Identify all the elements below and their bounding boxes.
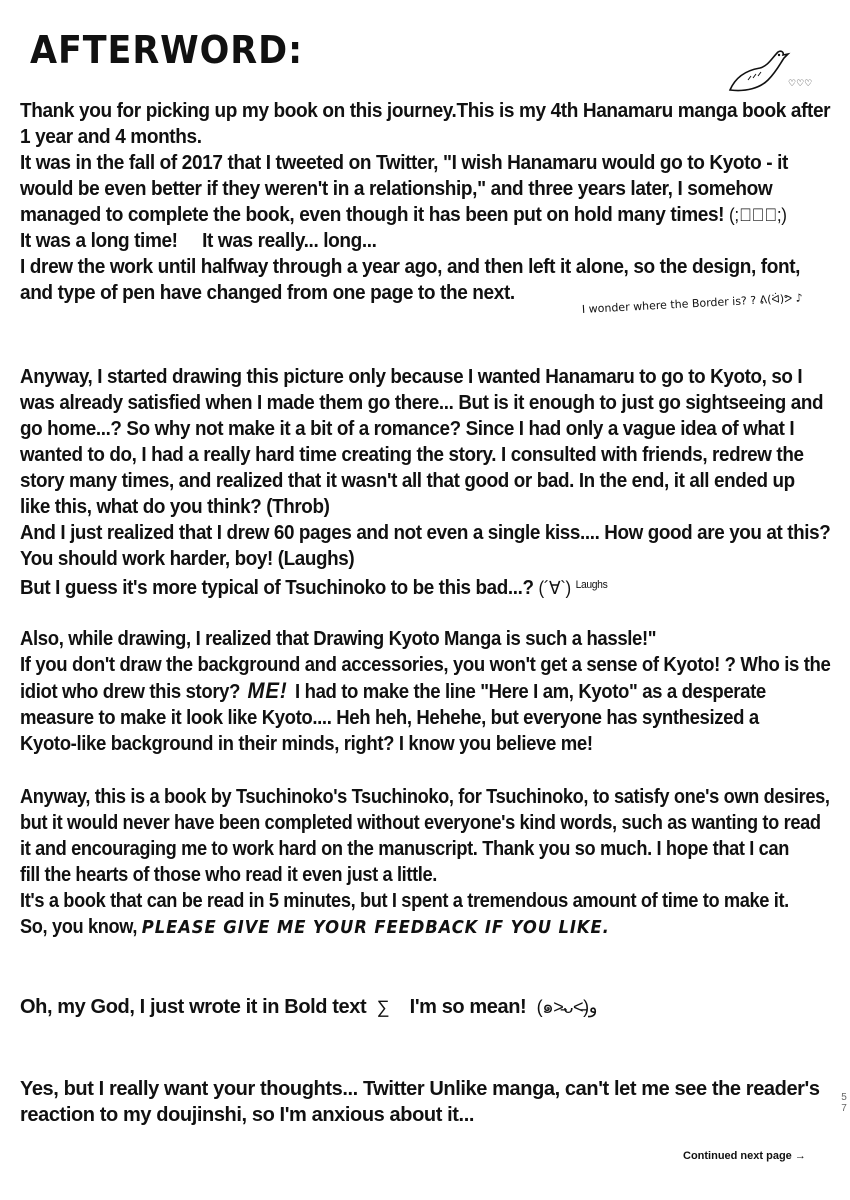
text-line: 1 year and 4 months. (20, 126, 202, 148)
kaomoji: ∑ (376, 997, 390, 1017)
text-line: But I guess it's more typical of Tsuchinoko to be this bad...? (´∀`) $^{Laughs}$ (20, 577, 608, 599)
text-line: story many times, and realized that it wasn't all that good or bad. In the end, it all ended up (20, 470, 795, 492)
feedback-request: PLEASE GIVE ME YOUR FEEDBACK IF YOU LIKE. (141, 917, 610, 938)
text-line: If you don't draw the background and accessories, you won't get a sense of Kyoto! ? Who is the (20, 654, 831, 676)
text-line: And I just realized that I drew 60 pages and not even a single kiss.... How good are you at this? (20, 522, 831, 544)
text-line: Also, while drawing, I realized that Drawing Kyoto Manga is such a hassle!" (20, 628, 657, 650)
margin-note: I wonder where the Border is? ? ᕕ(ᐛ)ᕗ ♪ (581, 291, 803, 316)
text-line: reaction to my doujinshi, so I'm anxious about it... (20, 1104, 475, 1126)
text-line: would be even better if they weren't in a relationship," and three years later, I somehow (20, 178, 773, 200)
text-line: It was a long time! It was really... long... (20, 230, 377, 252)
me-exclamation: ME! (247, 678, 288, 703)
paragraph-bold-joke (20, 994, 825, 1020)
svg-text:♡♡♡: ♡♡♡ (788, 79, 813, 89)
text-line: Yes, but I really want your thoughts... Twitter Unlike manga, can't let me see the reader's (20, 1078, 820, 1100)
text-line: I drew the work until halfway through a year ago, and then left it alone, so the design, font, (20, 256, 801, 278)
text-line: fill the hearts of those who read it even just a little. (20, 864, 437, 886)
text-line: You should work harder, boy! (Laughs) (20, 548, 355, 570)
text-line: wanted to do, I had a really hard time creating the story. I consulted with friends, redrew the (20, 444, 804, 466)
text-line: So, you know, PLEASE GIVE ME YOUR FEEDBACK IF YOU LIKE. (20, 916, 610, 938)
kaomoji: (๑˃̵ᴗ˂̵)و (536, 997, 598, 1017)
laughs-note: Laughs (575, 579, 608, 591)
kaomoji: (´∀`) (538, 578, 571, 598)
text-line: Anyway, I started drawing this picture only because I wanted Hanamaru to go to Kyoto, so I (20, 366, 803, 388)
paragraph-thoughts (20, 1076, 825, 1128)
paragraph-thanks (20, 784, 830, 941)
text-line: was already satisfied when I made them go there... But is it enough to just go sightseeing and (20, 392, 824, 414)
paragraph-intro (20, 98, 831, 306)
bird-doodle-icon (726, 46, 816, 96)
text-line: but it would never have been completed without everyone's kind words, such as wanting to read (20, 812, 821, 834)
text-line: measure to make it look like Kyoto.... Heh heh, Hehehe, but everyone has synthesized a (20, 707, 759, 729)
page-number: 5 7 (841, 1092, 847, 1114)
text-line: go home...? So why not make it a bit of a romance? Since I had only a vague idea of what I (20, 418, 795, 440)
page-title: AFTERWORD: (30, 28, 303, 72)
text-line: it and encouraging me to work hard on the manuscript. Thank you so much. I hope that I can (20, 838, 789, 860)
continued-next-page: Continued next page → (683, 1150, 806, 1162)
text-line: Anyway, this is a book by Tsuchinoko's Tsuchinoko, for Tsuchinoko, to satisfy one's own desires, (20, 786, 830, 808)
text-line: It was in the fall of 2017 that I tweeted on Twitter, "I wish Hanamaru would go to Kyoto - it (20, 152, 788, 174)
text-line: It's a book that can be read in 5 minutes, but I spent a tremendous amount of time to make it. (20, 890, 789, 912)
text-line: and type of pen have changed from one page to the next. (20, 282, 515, 304)
text-line: Oh, my God, I just wrote it in Bold text ∑ I'm so mean! (๑˃̵ᴗ˂̵)و (20, 996, 598, 1018)
paragraph-story (20, 364, 831, 601)
text-line: managed to complete the book, even though it has been put on hold many times! (;゚∀゚;) (20, 204, 787, 226)
text-line: Thank you for picking up my book on this journey.This is my 4th Hanamaru manga book after (20, 100, 831, 122)
text-line: idiot who drew this story? ME! I had to make the line "Here I am, Kyoto" as a desperate (20, 678, 766, 703)
text-line: like this, what do you think? (Throb) (20, 496, 330, 518)
kaomoji: (;゚∀゚;) (729, 205, 787, 225)
paragraph-kyoto (20, 626, 831, 757)
text-line: Kyoto-like background in their minds, right? I know you believe me! (20, 733, 593, 755)
